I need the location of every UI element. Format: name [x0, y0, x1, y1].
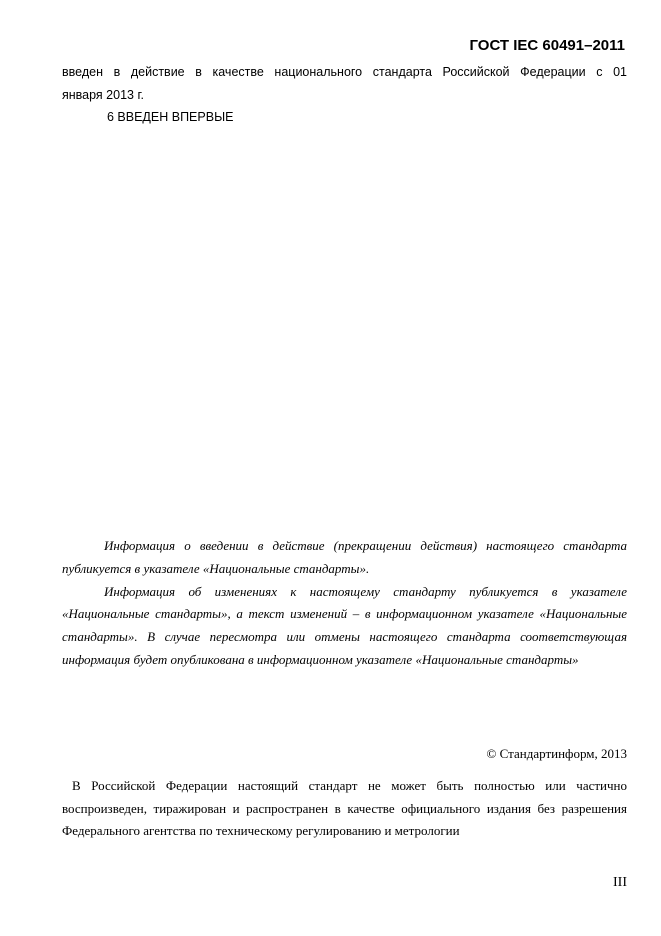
notice-line-3: Федерального агентства по техническому регулированию и метрологии [62, 823, 460, 838]
copyright: © Стандартинформ, 2013 [486, 746, 627, 761]
info-line-2: публикуется в указателе «Национальные стандарты». [62, 561, 370, 576]
intro-line-1: введен в действие в качестве национального стандарта Российской Федерации с 01 [62, 65, 627, 79]
document-code-header: ГОСТ IEC 60491–2011 [469, 37, 625, 54]
info-line-1: Информация о введении в действие (прекращении действия) настоящего стандарта [104, 538, 627, 553]
intro-line-2: января 2013 г. [62, 88, 144, 102]
info-line-6: информация будет опубликована в информационном указателе «Национальные стандарты» [62, 652, 579, 667]
info-line-4: «Национальные стандарты», а текст изменений – в информационном указателе «Национальные [62, 606, 627, 621]
item-6-first-introduced: 6 ВВЕДЕН ВПЕРВЫЕ [107, 110, 234, 124]
page-number: III [613, 875, 627, 890]
info-line-3: Информация об изменениях к настоящему стандарту публикуется в указателе [104, 584, 627, 599]
notice-line-2: воспроизведен, тиражирован и распространен в качестве официального издания без разрешения [62, 801, 627, 816]
info-line-5: стандарты». В случае пересмотра или отмены настоящего стандарта соответствующая [62, 629, 627, 644]
notice-line-1: В Российской Федерации настоящий стандарт не может быть полностью или частично [72, 778, 627, 793]
